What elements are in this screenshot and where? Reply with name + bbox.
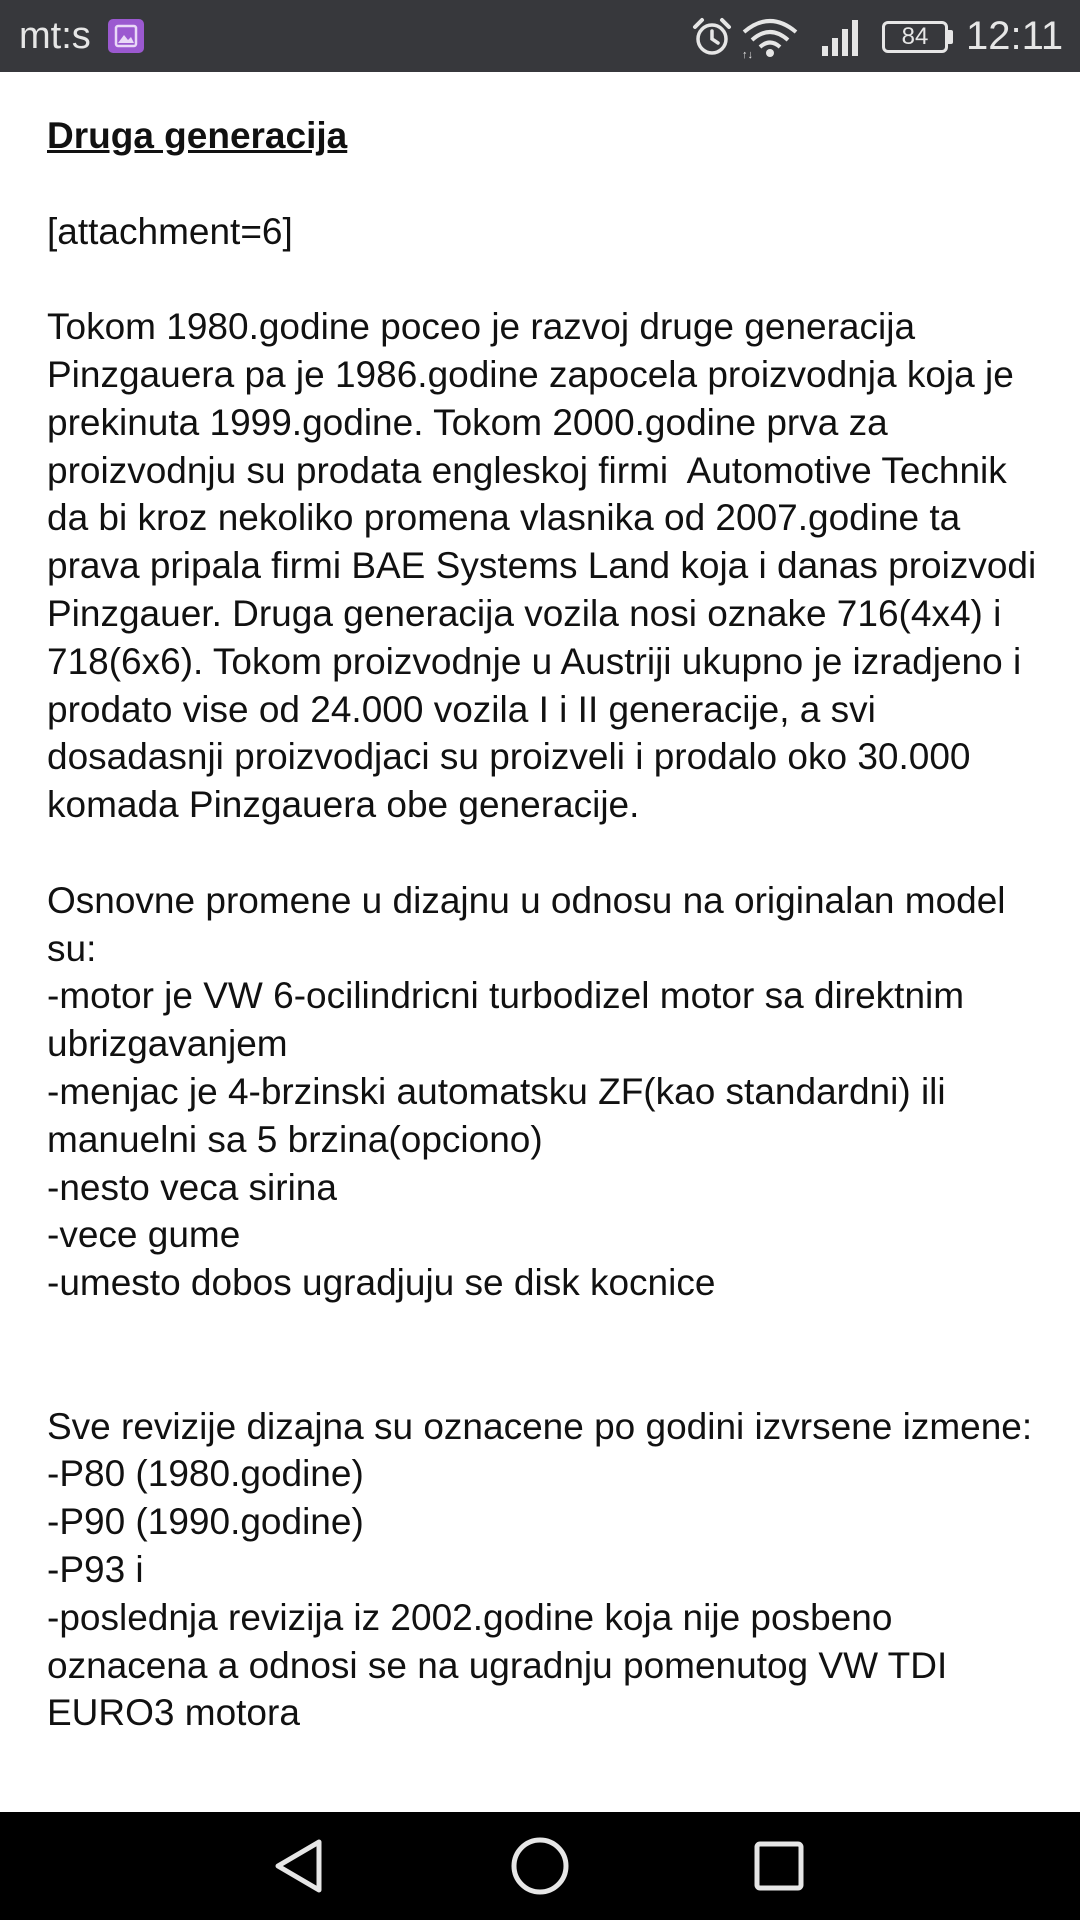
change-item: -vece gume [47,1214,241,1256]
battery-level: 84 [901,23,929,50]
revision-item: -poslednja revizija iz 2002.godine koja nije posbeno oznacena a odnosi se na ugradnju pomenutog VW TDI EURO3 motora [47,1596,958,1734]
navigation-bar [0,1812,1080,1920]
revision-item: -P80 (1980.godine) [47,1453,364,1495]
revisions-intro: Sve revizije dizajna su oznacene po godini izvrsene izmene: [47,1405,1033,1447]
revision-item: -P93 i [47,1548,144,1590]
home-icon[interactable] [480,1812,600,1920]
change-item: -motor je VW 6-ocilindricni turbodizel motor sa direktnim ubrizgavanjem [47,975,975,1065]
status-bar [0,0,1080,72]
clock: 12:11 [966,14,1064,58]
attachment-tag: [attachment=6] [47,210,293,252]
battery-tip [948,30,953,44]
back-icon[interactable] [240,1812,360,1920]
gallery-icon [108,19,144,53]
svg-text:↑↓: ↑↓ [742,49,753,60]
change-item: -umesto dobos ugradjuju se disk kocnice [47,1262,716,1304]
article-content[interactable] [0,72,1080,1812]
article-heading: Druga generacija [47,115,348,156]
change-item: -nesto veca sirina [47,1166,337,1208]
carrier-name: mt:s [19,15,91,57]
paragraph-history: Tokom 1980.godine poceo je razvoj druge generacija Pinzgauera pa je 1986.godine zapocela proizvodnja koja je prekinuta 1999.godine. Tokom 2000.godine prva za proizvodnju su prodata engleskoj firmi Automotive Technik da bi kroz nekoliko promena vlasnika od 2007.godine ta prava pripala firmi BAE Systems Land koja i danas proizvodi Pinzgauer. Druga generacija vozila nosi oznake 716(4x4) i 718(6x6). Tokom proizvodnje u Austriji ukupno je izradjeno i prodato vise od 24.000 vozila I i II generacije, a svi dosadasnji proizvodjaci su proizveli i prodalo oko 30.000 komada Pinzgauera obe generacije. [47,306,1047,826]
revision-item: -P90 (1990.godine) [47,1501,364,1543]
recents-icon[interactable] [720,1812,840,1920]
battery-icon [882,21,948,53]
change-item: -menjac je 4-brzinski automatsku ZF(kao standardni) ili manuelni sa 5 brzina(opciono) [47,1070,956,1160]
changes-intro: Osnovne promene u dizajnu u odnosu na originalan model su: [47,879,1016,969]
article-text [47,112,1057,1737]
